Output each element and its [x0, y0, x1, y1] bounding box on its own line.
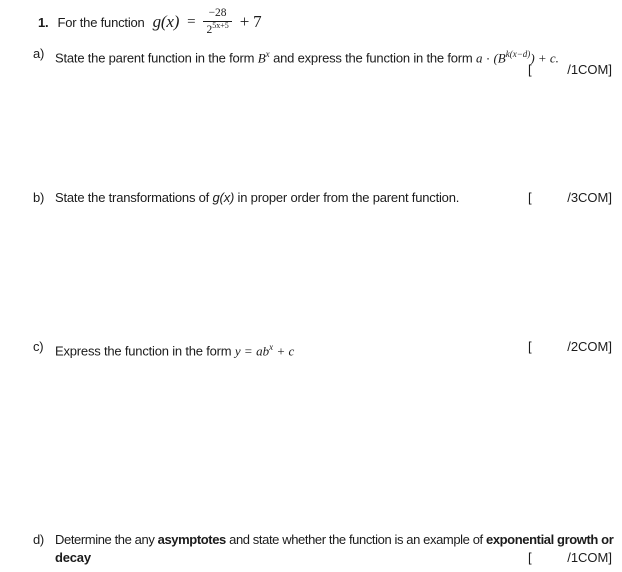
math-ab-base: ab [256, 343, 270, 359]
part-b-text-1: State the transformations of [55, 190, 210, 205]
math-fraction [203, 7, 231, 36]
math-parent-base: B [257, 50, 266, 66]
part-d-marks [0, 549, 622, 567]
part-a-text-2: and express the function in the form [273, 50, 473, 66]
question-1-header [38, 4, 261, 40]
part-d-bold-growth: exponential growth or [485, 532, 614, 547]
part-c-marks-label: /2COM] [567, 339, 612, 354]
part-c-label: c) [33, 339, 44, 354]
fraction-denominator [203, 21, 231, 37]
question-number: 1. [38, 14, 49, 30]
part-d-marks-label: /1COM] [567, 550, 612, 565]
part-c-marks-bracket: [ [528, 339, 532, 354]
math-parent-exponent: x [265, 49, 270, 59]
fraction-numerator: −28 [208, 7, 227, 20]
part-b-marks [0, 189, 622, 207]
math-constant-term: + 7 [239, 12, 262, 31]
part-a-label: a) [33, 46, 45, 61]
part-b-marks-bracket: [ [528, 190, 532, 205]
part-d-text-2: and state whether the function is an example of [229, 532, 483, 547]
math-dot-operator: · [485, 50, 491, 66]
math-function-name: g(x) [152, 12, 180, 31]
part-d-line1 [55, 531, 613, 549]
part-b-text-2: in proper order from the parent function. [237, 190, 460, 205]
part-d-bold-asymptotes: asymptotes [157, 532, 226, 547]
math-open-base: (B [493, 50, 506, 66]
math-y-equals: y = [234, 343, 253, 359]
denominator-exponent: 5x+5 [212, 20, 229, 30]
part-c-text-1: Express the function in the form [55, 343, 232, 359]
math-plus-c: + c [276, 343, 295, 359]
part-a-marks-label: /1COM] [567, 62, 612, 77]
math-ab-exponent: x [269, 342, 274, 352]
part-d-marks-bracket: [ [528, 550, 532, 565]
part-a-marks [0, 61, 622, 79]
math-inner-exponent: k(x−d) [505, 49, 531, 59]
part-b-label: b) [33, 190, 45, 205]
math-equals-sign: = [187, 13, 196, 30]
question-intro-text: For the function [57, 14, 145, 30]
math-coefficient-a: a [475, 50, 483, 66]
math-gx: g(x) [212, 190, 235, 205]
denominator-base: 2 [206, 23, 213, 36]
part-a-text-1: State the parent function in the form [55, 50, 255, 66]
part-a-marks-bracket: [ [528, 62, 532, 77]
part-d-bold-decay: decay [55, 550, 91, 565]
part-b-marks-label: /3COM] [567, 190, 612, 205]
part-d-label: d) [33, 532, 44, 547]
part-d-text-1: Determine the any [55, 532, 155, 547]
part-c-marks [0, 338, 622, 359]
math-close-tail: ) + c. [530, 50, 559, 66]
